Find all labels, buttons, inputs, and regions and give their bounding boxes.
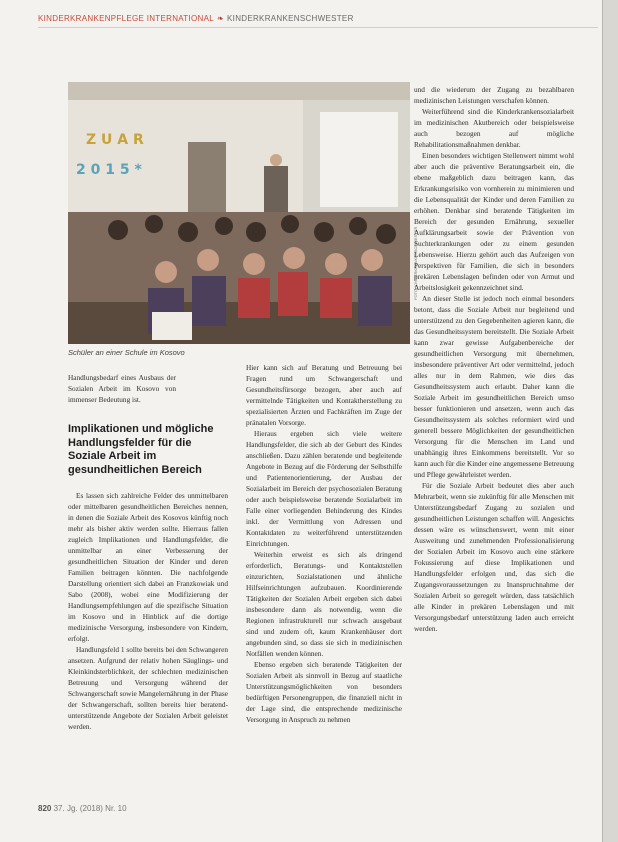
photo-caption: Schüler an einer Schule im Kosovo <box>68 348 185 357</box>
paragraph: Handlungsfeld 1 sollte bereits bei den Schwangeren ansetzen. Aufgrund der relativ hohen Säuglings- und Kleinkindsterblichkeit, der schlechten medizinischen Betreuung und Versorgung während der Schwangerschaft sowie Mangelernährung in der Phase der Schwangerschaft, sollten bereits hier beratend-unterstützende Angebote der Sozialen Arbeit geleistet werden. <box>68 645 228 731</box>
header-section: KINDERKRANKENPFLEGE INTERNATIONAL <box>38 14 215 23</box>
board-text-line1: Z U A R <box>86 132 144 148</box>
header-divider <box>38 27 598 28</box>
paragraph: An dieser Stelle ist jedoch noch einmal besonders betont, dass die Soziale Arbeit nur begleitend und unterstützend zu den Gegebenheiten agieren kann, die das Gesundheitssystem bereitstellt. Die Soziale Arbeit kann zwar gewisse Aufgabenbereiche der gesundheitlichen Versorgung mit übernehmen, insbesondere präventiver Art oder vermittelnd, jedoch alles nur in dem Rahmen, wie dies das Gesundheitssystem auch erlaubt. Daher kann die Soziale Arbeit im gesundheitlichen Bereich umso besser funktionieren und ansetzen, wenn auch das Gesundheitssystem als solches reformiert wird und generell bessere Möglichkeiten der gesundheitlichen Versorgung für die Menschen im Land und unabhängig ihres Einkommens bereitstellt. Vor so kann auch für die Kinder eine angemessene Betreuung und Pflege gewährleistet werden. <box>414 294 574 479</box>
paragraph: Einen besonders wichtigen Stellenwert nimmt wohl aber auch die präventive Beratungsarbeit ein, die ebene maßgeblich dazu beitragen kann, das Erkrankungsrisiko von vornherein zu minimieren und die Lebensqualität der Kinder und deren Familien zu erhöhen. Denkbar sind beratende Tätigkeiten im Bereich der gesunden Ernährung, sexueller Aufklärungsarbeit sowie der Prävention von Suchterkrankungen oder zu einem gesunden Lebensweise. Hierzu gehört auch das Aufzeigen von Perspektiven für Familien, die sich in besonders prekären Lebenslagen befinden oder von Armut und Arbeitslosigkeit gekennzeichnet sind. <box>414 151 574 292</box>
paragraph: Weiterhin erweist es sich als dringend erforderlich, Beratungs- und Kontaktstellen einzurichten, Sozialstationen und ähnliche Hilfseinrichtungen aufzubauen. Koordinierende Tätigkeiten der Sozialen Arbeit ergeben sich dabei insbesondere dann als notwendig, wenn die Regionen infrastrukturell nur schwach ausgebaut sind und zudem oft, kaum Krankenhäuser dort angebunden sind, so dass sie sich in medizinischen Notfällen wenden können. <box>246 550 402 658</box>
paragraph: Hier kann sich auf Beratung und Betreuung bei Fragen rund um Schwangerschaft und Gesundheitsfürsorge bezogen, aber auch auf vermittelnde Tätigkeiten und Kontaktherstellung zu spezialisierten Ärzten und Fachkräften im Zuge der pränatalen Vorsorge. <box>246 363 402 427</box>
photo-credit-text: FOTO: KINDERKRANKENSCHWESTER <box>413 226 418 300</box>
issue-info: 37. Jg. (2018) Nr. 10 <box>53 804 127 813</box>
paragraph: Handlungsbedarf eines Ausbaus der Sozialen Arbeit im Kosovo von immenser Bedeutung ist. <box>68 373 176 404</box>
paragraph: Für die Soziale Arbeit bedeutet dies aber auch Mehrarbeit, wenn sie zukünftig für alle Menschen mit Unterstützungsbedarf Zugang zu sozialen und gesundheitlichen Leistungen schaffen will. Angesichts dessen wäre es wünschenswert, wenn mit einer Ausweitung und zunehmenden Professionalisierung der Sozialen Arbeit im Kosovo auch eine stärkere Fokussierung auf diese Implikationen und Handlungsfelder erfolgen und, das sich die Zugangsvoraussetzungen zu Inanspruchnahme der Sozialen Arbeit so geregelt würden, dass tatsächlich alle Kinder in prekären Lebenslagen und mit Versorgungsbedarf unterstützung laden auch erreicht werden. <box>414 481 574 633</box>
paragraph: Hieraus ergeben sich viele weitere Handlungsfelder, die sich ab der Geburt des Kindes anschließen. Dazu zählen beratende und begleitende Angebote in Bezug auf die Förderung der Selbsthilfe und Patientenorientierung, der Ausbau der Sozialarbeit im Bereich der psychosozialen Beratung oder auch beispielsweise beratende Sozialarbeit im Falle einer vorliegenden Behinderung des Kindes inkl. der Vermittlung von Adressen und Kontaktdaten zu weiterführend unterstützenden Einrichtungen. <box>246 429 402 548</box>
board-text-line2: 2 0 1 5 * <box>76 162 142 178</box>
column-middle <box>246 362 402 725</box>
header-ornament-icon: ❧ <box>217 14 225 23</box>
page-number: 820 <box>38 804 52 813</box>
classroom-photo <box>68 82 410 344</box>
paragraph: Ebenso ergeben sich beratende Tätigkeiten der Sozialen Arbeit als sinnvoll in Bezug auf staatliche Unterstützungsmöglichkeiten von besonders bedürftigen Personengruppen, die finanziell nicht in der Lage sind, die entsprechende medizinische Versorgung in Anspruch zu nehmen <box>246 660 402 724</box>
running-header <box>38 14 354 23</box>
column-right <box>414 84 574 634</box>
classroom-photo-illustration <box>68 82 410 344</box>
section-heading: Implikationen und mögliche Handlungsfelder für die Soziale Arbeit im gesundheitlichen Bereich <box>68 423 214 476</box>
paragraph: Weiterführend sind die Kinderkrankensozialarbeit im medizinischen Akutbereich oder beispielsweise auch bezogen auf mögliche Rehabilitationsmaßnahmen denkbar. <box>414 107 574 149</box>
paragraph: und die wiederum der Zugang zu bezahlbaren medizinischen Leistungen verschafen können. <box>414 85 574 105</box>
column-left <box>68 490 228 732</box>
header-magazine: KINDERKRANKENSCHWESTER <box>227 14 354 23</box>
paragraph: Es lassen sich zahlreiche Felder des unmittelbaren oder mittelbaren gesundheitlichen Bereiches nennen, in denen die Soziale Arbeit des Kosovos künftig noch mehr als bisher aktiv werden sollte. Hierraus fallen zugleich Implikationen und Handlungsfelder, die unmittelbar an einer Verbesserung der gesundheitlichen Situation der Kinder und deren Familien beitragen könnten. Die nachfolgende Darstellung orientiert sich dabei an Franzkowiak und Sabo (2008), wobei eine Modifizierung der Handlungsempfehlungen auf die spezifische Situation im Kosovo und in Hinblick auf die dortige medizinische Versorgung, insbesondere von Kindern, erfolgt. <box>68 491 228 643</box>
page-footer <box>38 804 127 813</box>
column-left-top <box>68 372 176 405</box>
